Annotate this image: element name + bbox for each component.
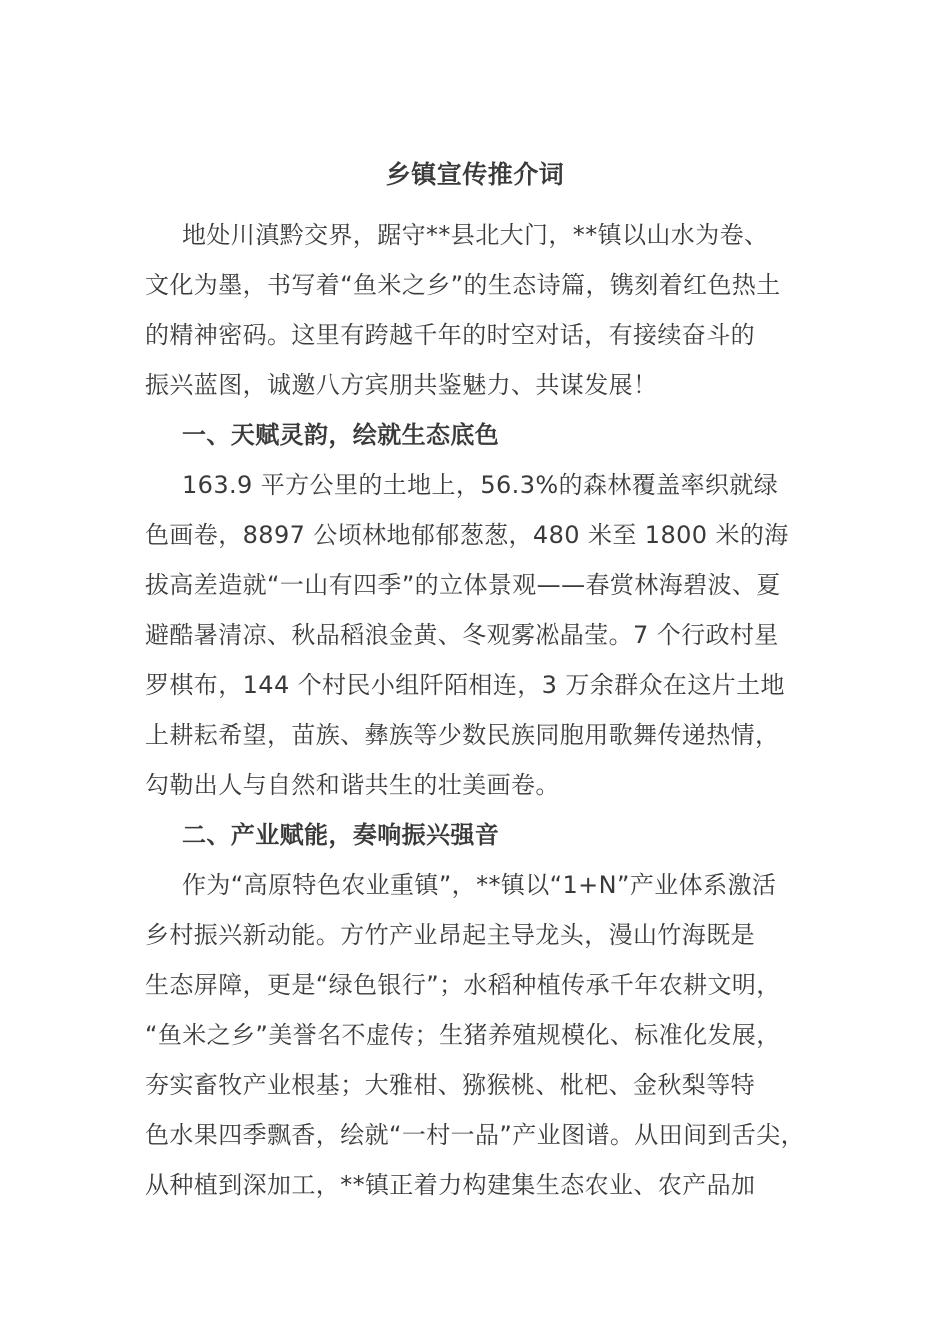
- body-line: 生态屏障，更是“绿色银行”；水稻种植传承千年农耕文明，: [145, 971, 781, 999]
- body-line: 163.9 平方公里的土地上，56.3%的森林覆盖率织就绿: [182, 471, 779, 499]
- section-heading: 二、产业赋能，奏响振兴强音: [182, 821, 500, 849]
- body-line: 避酷暑清凉、秋品稻浪金黄、冬观雾凇晶莹。7 个行政村星: [145, 621, 779, 649]
- section-heading: 一、天赋灵韵，绘就生态底色: [182, 421, 500, 449]
- body-line: 罗棋布，144 个村民小组阡陌相连，3 万余群众在这片土地: [145, 671, 785, 699]
- body-line: 文化为墨，书写着“鱼米之乡”的生态诗篇，镌刻着红色热土: [145, 271, 781, 299]
- body-line: 拔高差造就“一山有四季”的立体景观——春赏林海碧波、夏: [145, 571, 781, 599]
- document-title: 乡镇宣传推介词: [385, 160, 565, 189]
- body-line: 的精神密码。这里有跨越千年的时空对话，有接续奋斗的: [145, 321, 755, 349]
- body-line: 地处川滇黔交界，踞守**县北大门，**镇以山水为卷、: [182, 221, 769, 249]
- body-line: “鱼米之乡”美誉名不虚传；生猪养殖规模化、标准化发展，: [145, 1021, 781, 1049]
- body-line: 振兴蓝图，诚邀八方宾朋共鉴魅力、共谋发展！: [145, 371, 658, 399]
- body-line: 勾勒出人与自然和谐共生的壮美画卷。: [145, 771, 560, 799]
- document-body: [145, 212, 835, 1212]
- body-line: 色水果四季飘香，绘就“一村一品”产业图谱。从田间到舌尖，: [145, 1121, 806, 1149]
- body-line: 乡村振兴新动能。方竹产业昂起主导龙头，漫山竹海既是: [145, 921, 755, 949]
- body-line: 夯实畜牧产业根基；大雅柑、猕猴桃、枇杷、金秋梨等特: [145, 1071, 755, 1099]
- body-line: 从种植到深加工，**镇正着力构建集生态农业、农产品加: [145, 1171, 756, 1199]
- body-line: 作为“高原特色农业重镇”，**镇以“1+N”产业体系激活: [182, 871, 777, 899]
- body-line: 色画卷，8897 公顷林地郁郁葱葱，480 米至 1800 米的海: [145, 521, 789, 549]
- body-line: 上耕耘希望，苗族、彝族等少数民族同胞用歌舞传递热情，: [145, 721, 780, 749]
